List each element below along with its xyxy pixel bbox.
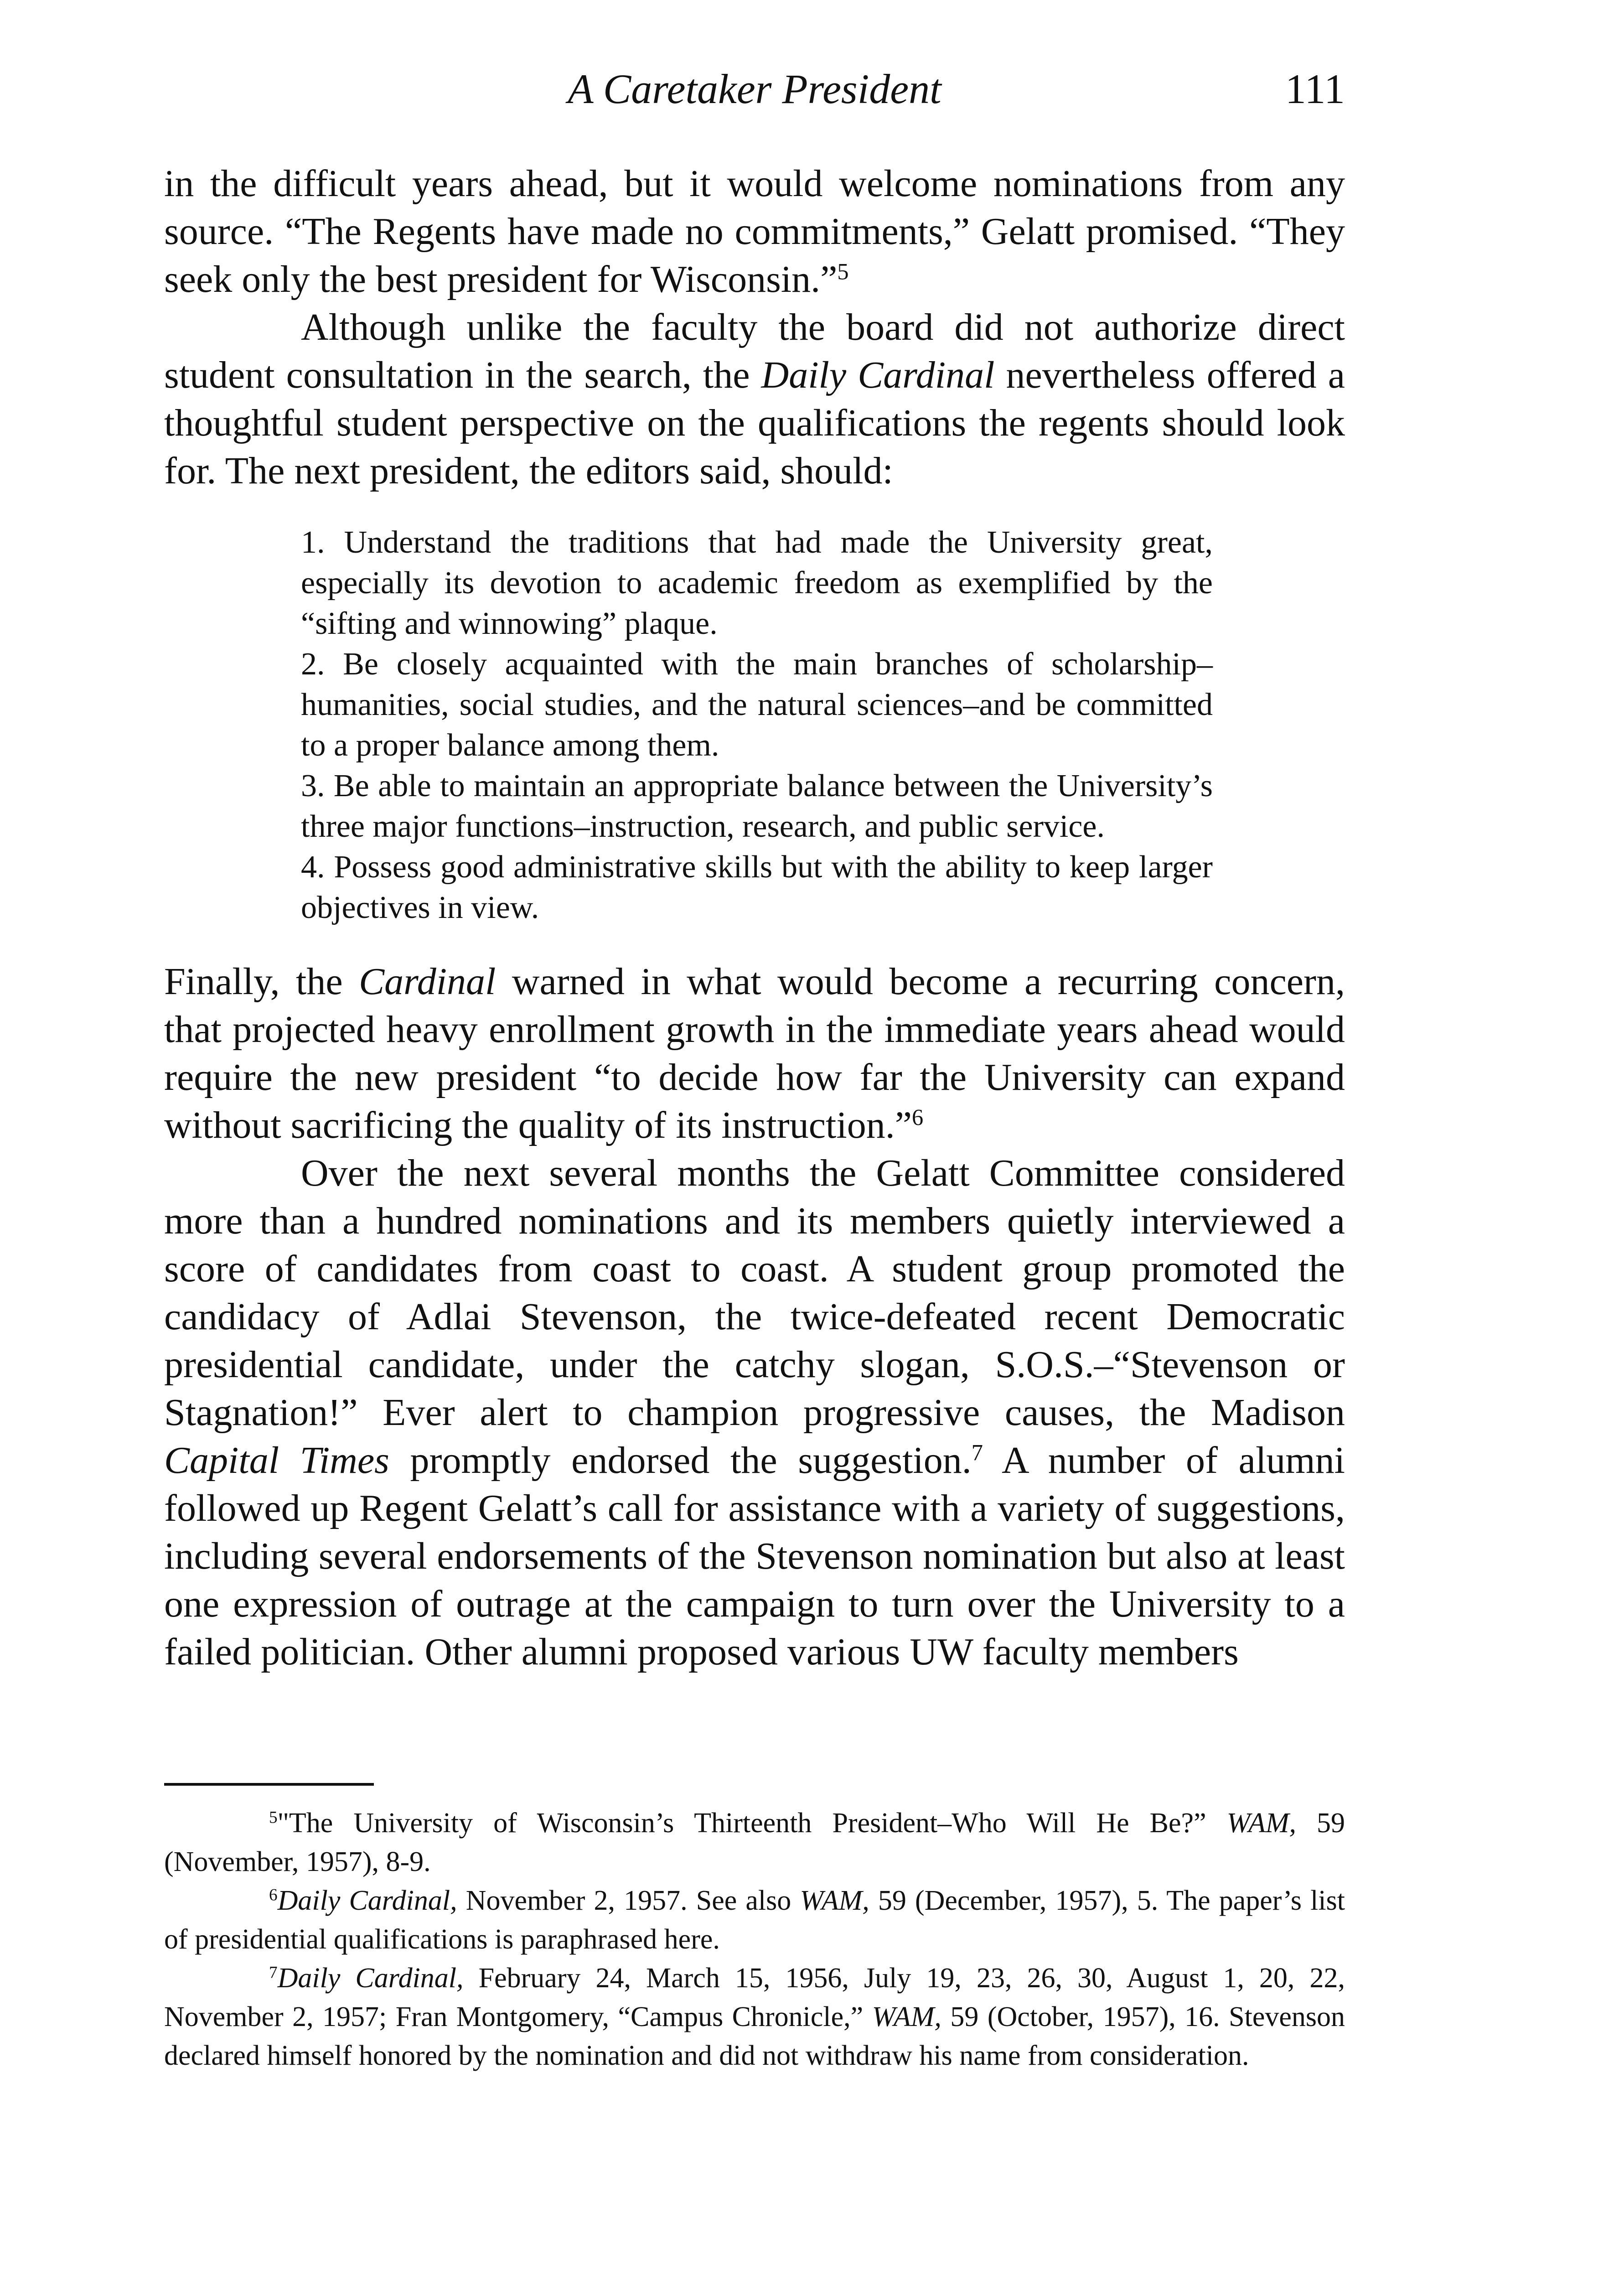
running-title: A Caretaker President (568, 66, 941, 112)
paragraph-1-text: in the difficult years ahead, but it would welcome nominations from any source. “The Regents have made no commitments,” Gelatt promised. “They seek only the best president for Wisconsin.” (164, 162, 1345, 301)
footnote-6-text-b: 59 (December, 1957), 5. The paper’s list of presidential qualifications is paraphrased here. (164, 1885, 1345, 1955)
footnote-5-italic: WAM, (1226, 1808, 1296, 1839)
paragraph-4-text-c: A number of alumni followed up Regent Gelatt’s call for assistance with a variety of suggestions, including several endorsements of the Stevenson nomination but also at least one expression of outrage at the campaign to turn over the University to a failed politician. Other alumni proposed various UW faculty members (164, 1439, 1345, 1673)
footnote-7-italic-b: WAM, (872, 2001, 941, 2032)
paragraph-3-text-a: Finally, the (164, 960, 359, 1003)
paragraph-2 (164, 303, 1345, 495)
footnote-ref-6: 6 (912, 1104, 924, 1130)
page-number: 111 (1285, 66, 1345, 112)
footnote-5-text-b: 59 (November, 1957), 8-9. (164, 1808, 1345, 1877)
footnote-rule (164, 1783, 374, 1786)
body-text (164, 160, 1345, 1676)
footnote-7 (164, 1959, 1345, 2075)
footnote-6-text-a: November 2, 1957. See also (457, 1885, 800, 1916)
paragraph-2-text-a: Although unlike the faculty the board did not authorize direct student consultation in the search, the (164, 306, 1345, 396)
running-head (164, 59, 1345, 119)
footnote-5 (164, 1804, 1345, 1881)
footnote-7-number: 7 (269, 1963, 278, 1982)
paragraph-1 (164, 160, 1345, 303)
footnote-5-number: 5 (269, 1808, 278, 1827)
list-item: 2. Be closely acquainted with the main branches of scholarship–humanities, social studies, and the natural sciences–and be committed to a proper balance among them. (301, 647, 1213, 763)
footnote-ref-7: 7 (971, 1440, 983, 1466)
paragraph-4-text-b: promptly endorsed the suggestion. (389, 1439, 972, 1482)
paragraph-2-italic: Daily Cardinal (761, 354, 995, 396)
paragraph-4-italic: Capital Times (164, 1439, 389, 1482)
footnote-6-number: 6 (269, 1886, 278, 1905)
paragraph-3 (164, 958, 1345, 1149)
footnote-5-text-a: "The University of Wisconsin’s Thirteenth President–Who Will He Be?” (277, 1808, 1227, 1839)
list-item: 1. Understand the traditions that had made the University great, especially its devotion to academic freedom as exemplified by the “sifting and winnowing” plaque. (301, 525, 1213, 641)
footnote-6 (164, 1881, 1345, 1959)
footnote-6-italic-b: WAM, (800, 1885, 869, 1916)
paragraph-3-text-b: warned in what would become a recurring concern, that projected heavy enrollment growth in the immediate years ahead would require the new president “to decide how far the University can expand without sacrificing the quality of its instruction.” (164, 960, 1345, 1146)
list-item: 3. Be able to maintain an appropriate balance between the University’s three major functions–instruction, research, and public service. (301, 768, 1213, 844)
paragraph-4 (164, 1149, 1345, 1676)
footnote-7-text-a: February 24, March 15, 1956, July 19, 23, 26, 30, August 1, 20, 22, November 2, 1957; Fran Montgomery, “Campus Chronicle,” (164, 1963, 1345, 2032)
footnotes (164, 1783, 1345, 2075)
footnote-ref-5: 5 (837, 259, 849, 285)
paragraph-3-italic: Cardinal (359, 960, 496, 1003)
list-item: 4. Possess good administrative skills but with the ability to keep larger objectives in view. (301, 850, 1213, 925)
footnote-7-text-b: 59 (October, 1957), 16. Stevenson declared himself honored by the nomination and did not withdraw his name from consideration. (164, 2001, 1345, 2071)
qualifications-list (301, 522, 1213, 928)
paragraph-4-text-a: Over the next several months the Gelatt Committee considered more than a hundred nominations and its members quietly interviewed a score of candidates from coast to coast. A student group promoted the candidacy of Adlai Stevenson, the twice-defeated recent Democratic presidential candidate, under the catchy slogan, S.O.S.–“Stevenson or Stagnation!” Ever alert to champion progressive causes, the Madison (164, 1152, 1345, 1434)
footnote-7-italic-a: Daily Cardinal, (277, 1963, 464, 1994)
footnote-6-italic-a: Daily Cardinal, (277, 1885, 457, 1916)
paragraph-2-text-b: nevertheless offered a thoughtful student perspective on the qualifications the regents should look for. The next president, the editors said, should: (164, 354, 1345, 492)
